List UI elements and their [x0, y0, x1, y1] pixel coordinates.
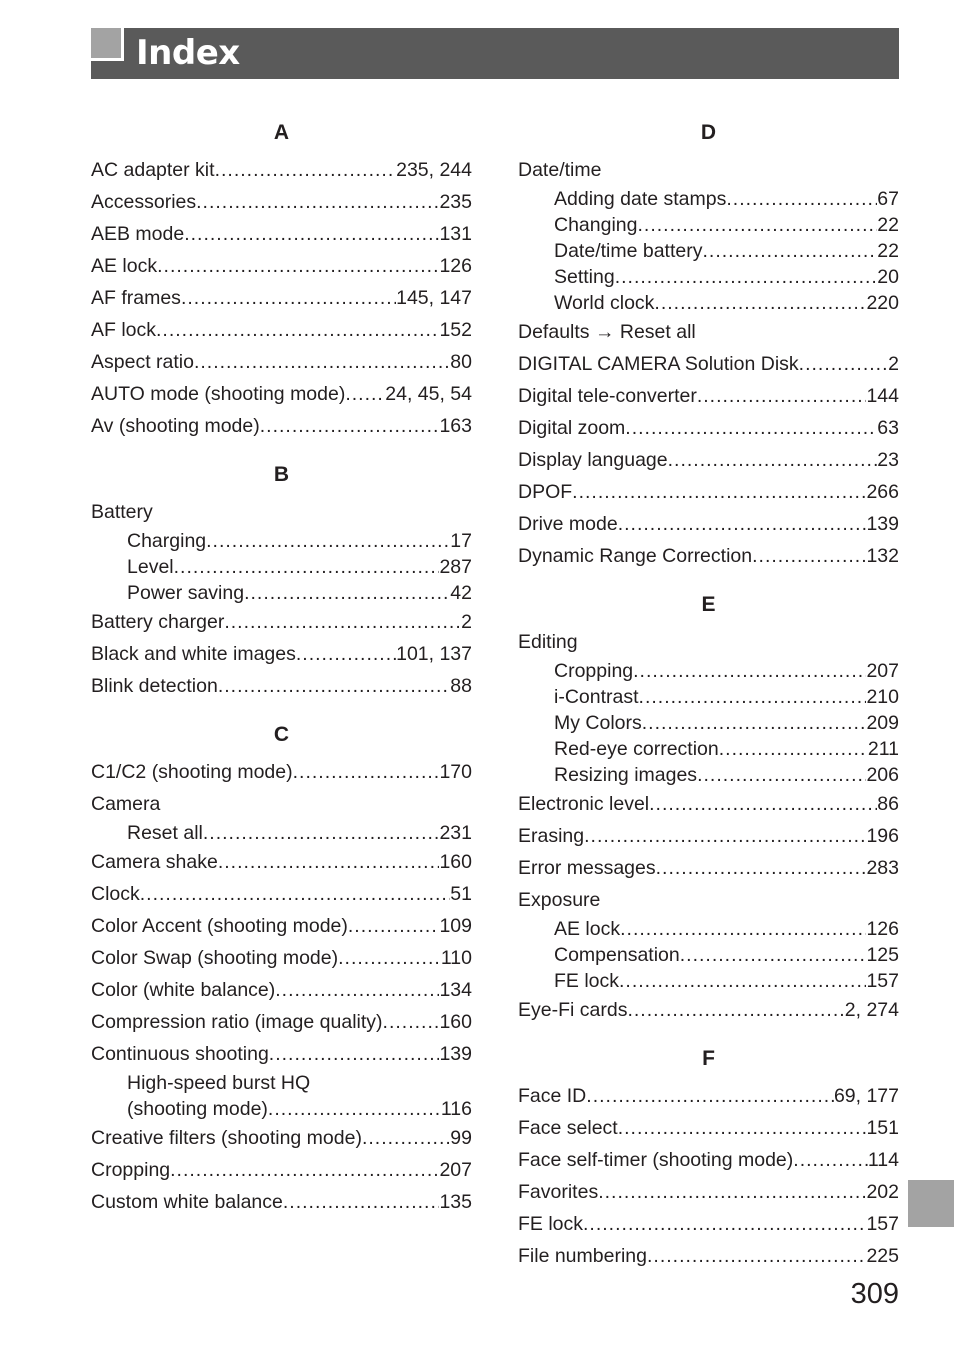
- index-entry: [518, 412, 899, 444]
- entry-pages: 69, 177: [833, 1085, 899, 1107]
- leader-dots: [647, 1240, 866, 1272]
- entry-label: FE lock: [518, 1213, 584, 1235]
- entry-pages: 132: [866, 545, 899, 567]
- section-spacer: [91, 442, 472, 454]
- entry-label: Camera: [91, 793, 161, 815]
- entry-label: Favorites: [518, 1181, 599, 1203]
- index-entry: [91, 378, 472, 410]
- index-subentry: [91, 580, 472, 606]
- leader-dots: [218, 846, 440, 878]
- entry-label: Changing: [554, 214, 638, 236]
- entry-pages: 125: [866, 944, 899, 966]
- index-subentry: [518, 186, 899, 212]
- index-section: [518, 584, 899, 1026]
- index-section: [518, 1038, 899, 1272]
- leader-dots: [598, 1176, 866, 1208]
- leader-dots: [799, 348, 888, 380]
- index-entry: [518, 154, 899, 186]
- leader-dots: [345, 378, 385, 410]
- index-subentry: [518, 710, 899, 736]
- entry-label: Digital tele-converter: [518, 385, 697, 407]
- title-square-icon: [91, 28, 124, 61]
- index-column-right: [518, 112, 899, 1272]
- index-section: [91, 112, 472, 442]
- section-letter: C: [273, 723, 290, 746]
- index-subentry: [91, 1070, 472, 1096]
- leader-dots: [618, 1112, 867, 1144]
- index-entry: [91, 638, 472, 670]
- leader-dots: [181, 282, 396, 314]
- entry-label: Av (shooting mode): [91, 415, 260, 437]
- index-entry: [518, 820, 899, 852]
- entry-pages: 206: [866, 764, 899, 786]
- entry-pages: 22: [877, 214, 899, 236]
- index-subentry: [91, 820, 472, 846]
- index-entry: [91, 974, 472, 1006]
- leader-dots: [275, 974, 439, 1006]
- entry-pages: 157: [866, 1213, 899, 1235]
- leader-dots: [649, 788, 877, 820]
- index-section: [91, 714, 472, 1218]
- leader-dots: [293, 756, 440, 788]
- index-subentry: [518, 916, 899, 942]
- entry-pages: 210: [866, 686, 899, 708]
- entry-label: Custom white balance: [91, 1191, 283, 1213]
- entry-label: Red-eye correction: [554, 738, 719, 760]
- entry-label: Dynamic Range Correction: [518, 545, 753, 567]
- entry-label: Setting: [554, 266, 615, 288]
- entry-pages: 207: [866, 660, 899, 682]
- index-entry: [518, 508, 899, 540]
- entry-pages: 42: [450, 582, 472, 604]
- leader-dots: [639, 684, 867, 710]
- entry-label: Editing: [518, 631, 578, 653]
- leader-dots: [586, 1080, 834, 1112]
- entry-label: i-Contrast: [554, 686, 639, 708]
- index-entry: [91, 410, 472, 442]
- index-entry: [91, 250, 472, 282]
- entry-pages: 23: [877, 449, 899, 471]
- index-subentry: [91, 1096, 472, 1122]
- entry-label: High-speed burst HQ: [127, 1072, 311, 1094]
- entry-pages: 202: [866, 1181, 899, 1203]
- leader-dots: [218, 670, 450, 702]
- entry-label: File numbering: [518, 1245, 647, 1267]
- leader-dots: [618, 508, 867, 540]
- entry-pages: 126: [439, 255, 472, 277]
- index-entry: [91, 282, 472, 314]
- leader-dots: [656, 852, 867, 884]
- leader-dots: [215, 154, 397, 186]
- entry-pages: 99: [450, 1127, 472, 1149]
- index-subentry: [518, 736, 899, 762]
- entry-label: Exposure: [518, 889, 601, 911]
- entry-label: AE lock: [554, 918, 621, 940]
- leader-dots: [668, 444, 878, 476]
- leader-dots: [196, 186, 439, 218]
- entry-pages: 110: [440, 947, 472, 969]
- leader-dots: [206, 528, 450, 554]
- entry-pages: 139: [439, 1043, 472, 1065]
- leader-dots: [260, 410, 440, 442]
- entry-label: Eye-Fi cards: [518, 999, 628, 1021]
- entry-label: FE lock: [554, 970, 620, 992]
- entry-pages: 231: [439, 822, 472, 844]
- entry-pages: 266: [866, 481, 899, 503]
- entry-label: AUTO mode (shooting mode): [91, 383, 346, 405]
- entry-pages: 170: [439, 761, 472, 783]
- leader-dots: [362, 1122, 450, 1154]
- index-subentry: [518, 684, 899, 710]
- entry-pages: 134: [439, 979, 472, 1001]
- entry-pages: 2: [461, 611, 472, 633]
- entry-pages: 160: [439, 851, 472, 873]
- leader-dots: [619, 968, 866, 994]
- entry-pages: 283: [866, 857, 899, 879]
- leader-dots: [752, 540, 866, 572]
- index-subentry: [518, 942, 899, 968]
- entry-label: DIGITAL CAMERA Solution Disk: [518, 353, 799, 375]
- entry-label: Cropping: [554, 660, 634, 682]
- entry-label: C1/C2 (shooting mode): [91, 761, 293, 783]
- entry-pages: 287: [439, 556, 472, 578]
- index-subentry: [518, 212, 899, 238]
- index-entry: [91, 606, 472, 638]
- entry-label: Color Accent (shooting mode): [91, 915, 348, 937]
- leader-dots: [157, 250, 439, 282]
- entry-pages: 211: [867, 738, 899, 760]
- leader-dots: [697, 762, 866, 788]
- leader-dots: [625, 412, 877, 444]
- index-entry: [518, 1080, 899, 1112]
- entry-pages: 135: [439, 1191, 472, 1213]
- entry-label: Face self-timer (shooting mode): [518, 1149, 794, 1171]
- entry-label: Error messages: [518, 857, 656, 879]
- index-entry: [91, 218, 472, 250]
- entry-pages: 131: [439, 223, 472, 245]
- index-subentry: [518, 238, 899, 264]
- index-entry: [91, 1186, 472, 1218]
- index-column-left: [91, 112, 472, 1218]
- entry-pages: 225: [866, 1245, 899, 1267]
- entry-label: Display language: [518, 449, 668, 471]
- entry-pages: 116: [440, 1098, 472, 1120]
- entry-label: Defaults → Reset all: [518, 321, 696, 343]
- entry-pages: 235: [439, 191, 472, 213]
- entry-pages: 86: [877, 793, 899, 815]
- index-entry: [518, 380, 899, 412]
- index-entry: [91, 878, 472, 910]
- leader-dots: [637, 212, 877, 238]
- entry-label: Power saving: [127, 582, 245, 604]
- leader-dots: [793, 1144, 868, 1176]
- entry-label: Accessories: [91, 191, 197, 213]
- entry-pages: 163: [439, 415, 472, 437]
- index-subentry: [518, 762, 899, 788]
- entry-label: Electronic level: [518, 793, 650, 815]
- leader-dots: [338, 942, 441, 974]
- entry-pages: 2, 274: [844, 999, 899, 1021]
- index-entry: [91, 846, 472, 878]
- entry-pages: 196: [866, 825, 899, 847]
- index-entry: [518, 1144, 899, 1176]
- entry-label: Aspect ratio: [91, 351, 194, 373]
- entry-label: Clock: [91, 883, 140, 905]
- leader-dots: [296, 638, 396, 670]
- entry-pages: 160: [439, 1011, 472, 1033]
- index-entry: [91, 788, 472, 820]
- section-spacer: [518, 1026, 899, 1038]
- index-entry: [91, 942, 472, 974]
- leader-dots: [583, 1208, 866, 1240]
- entry-pages: 101, 137: [396, 643, 472, 665]
- entry-label: Continuous shooting: [91, 1043, 269, 1065]
- index-subentry: [518, 658, 899, 684]
- section-letter: D: [700, 121, 717, 144]
- entry-pages: 152: [439, 319, 472, 341]
- leader-dots: [584, 820, 866, 852]
- leader-dots: [615, 264, 878, 290]
- leader-dots: [633, 658, 866, 684]
- index-entry: [518, 540, 899, 572]
- index-entry: [91, 910, 472, 942]
- index-entry: [518, 1112, 899, 1144]
- leader-dots: [702, 238, 877, 264]
- leader-dots: [184, 218, 439, 250]
- entry-label: Erasing: [518, 825, 585, 847]
- leader-dots: [269, 1038, 440, 1070]
- leader-dots: [174, 554, 440, 580]
- leader-dots: [627, 994, 844, 1026]
- entry-pages: 220: [866, 292, 899, 314]
- entry-pages: 88: [450, 675, 472, 697]
- index-entry: [91, 346, 472, 378]
- index-entry: [91, 1122, 472, 1154]
- entry-pages: 139: [866, 513, 899, 535]
- index-entry: [91, 1006, 472, 1038]
- entry-pages: 63: [877, 417, 899, 439]
- index-entry: [91, 496, 472, 528]
- entry-label: AEB mode: [91, 223, 185, 245]
- leader-dots: [194, 346, 450, 378]
- leader-dots: [620, 916, 866, 942]
- page-title: Index: [136, 33, 240, 73]
- index-entry: [91, 154, 472, 186]
- entry-label: Face ID: [518, 1085, 587, 1107]
- entry-pages: 145, 147: [396, 287, 472, 309]
- index-entry: [518, 852, 899, 884]
- entry-label: AF lock: [91, 319, 157, 341]
- index-entry: [518, 444, 899, 476]
- index-subentry: [91, 554, 472, 580]
- leader-dots: [726, 186, 877, 212]
- leader-dots: [140, 878, 451, 910]
- index-entry: [518, 476, 899, 508]
- entry-pages: 151: [866, 1117, 899, 1139]
- index-entry: [91, 1154, 472, 1186]
- entry-label: Blink detection: [91, 675, 218, 697]
- section-letter: F: [702, 1047, 715, 1070]
- index-entry: [518, 1208, 899, 1240]
- entry-label: Date/time: [518, 159, 602, 181]
- leader-dots: [383, 1006, 440, 1038]
- section-letter: E: [701, 593, 716, 616]
- entry-label: Color Swap (shooting mode): [91, 947, 339, 969]
- leader-dots: [680, 942, 867, 968]
- entry-pages: 209: [866, 712, 899, 734]
- index-entry: [518, 316, 899, 348]
- section-spacer: [518, 572, 899, 584]
- index-entry: [91, 1038, 472, 1070]
- entry-label: AC adapter kit: [91, 159, 215, 181]
- entry-pages: 22: [877, 240, 899, 262]
- entry-label: Resizing images: [554, 764, 698, 786]
- entry-pages: 2: [888, 353, 899, 375]
- leader-dots: [654, 290, 866, 316]
- entry-label: DPOF: [518, 481, 573, 503]
- entry-pages: 157: [866, 970, 899, 992]
- index-entry: [91, 670, 472, 702]
- entry-pages: 51: [450, 883, 472, 905]
- index-entry: [518, 626, 899, 658]
- entry-label: Creative filters (shooting mode): [91, 1127, 362, 1149]
- entry-label: Color (white balance): [91, 979, 276, 1001]
- index-entry: [518, 884, 899, 916]
- index-subentry: [518, 264, 899, 290]
- entry-pages: 109: [439, 915, 472, 937]
- index-subentry: [518, 968, 899, 994]
- entry-label: Adding date stamps: [554, 188, 727, 210]
- leader-dots: [572, 476, 866, 508]
- entry-pages: 67: [877, 188, 899, 210]
- entry-label: Compensation: [554, 944, 680, 966]
- leader-dots: [156, 314, 439, 346]
- entry-label: (shooting mode): [127, 1098, 268, 1120]
- entry-pages: 20: [877, 266, 899, 288]
- index-section: [518, 112, 899, 572]
- entry-label: My Colors: [554, 712, 642, 734]
- entry-label: Drive mode: [518, 513, 618, 535]
- leader-dots: [203, 820, 440, 846]
- index-section: [91, 454, 472, 702]
- leader-dots: [224, 606, 461, 638]
- index-subentry: [91, 528, 472, 554]
- leader-dots: [348, 910, 440, 942]
- entry-label: AF frames: [91, 287, 181, 309]
- section-letter: B: [273, 463, 290, 486]
- index-entry: [518, 1240, 899, 1272]
- chapter-tab: [908, 1180, 954, 1227]
- entry-label: Digital zoom: [518, 417, 626, 439]
- section-letter: A: [273, 121, 290, 144]
- entry-label: Reset all: [127, 822, 203, 844]
- leader-dots: [268, 1096, 441, 1122]
- page-number: 309: [850, 1278, 899, 1310]
- section-spacer: [91, 702, 472, 714]
- entry-label: Level: [127, 556, 174, 578]
- index-entry: [518, 348, 899, 380]
- index-entry: [91, 314, 472, 346]
- entry-label: Battery: [91, 501, 153, 523]
- entry-pages: 24, 45, 54: [385, 383, 472, 405]
- entry-pages: 207: [439, 1159, 472, 1181]
- leader-dots: [697, 380, 867, 412]
- leader-dots: [170, 1154, 439, 1186]
- index-entry: [91, 756, 472, 788]
- leader-dots: [642, 710, 867, 736]
- index-subentry: [518, 290, 899, 316]
- index-entry: [518, 1176, 899, 1208]
- entry-label: Camera shake: [91, 851, 218, 873]
- entry-label: Black and white images: [91, 643, 296, 665]
- entry-label: Date/time battery: [554, 240, 703, 262]
- entry-pages: 114: [867, 1149, 899, 1171]
- entry-label: AE lock: [91, 255, 158, 277]
- index-entry: [518, 788, 899, 820]
- entry-pages: 235, 244: [396, 159, 472, 181]
- entry-pages: 80: [450, 351, 472, 373]
- index-entry: [91, 186, 472, 218]
- leader-dots: [244, 580, 450, 606]
- entry-pages: 126: [866, 918, 899, 940]
- entry-pages: 17: [450, 530, 472, 552]
- leader-dots: [283, 1186, 440, 1218]
- entry-pages: 144: [866, 385, 899, 407]
- leader-dots: [719, 736, 868, 762]
- entry-label: Battery charger: [91, 611, 225, 633]
- entry-label: Face select: [518, 1117, 618, 1139]
- entry-label: Cropping: [91, 1159, 171, 1181]
- entry-label: Compression ratio (image quality): [91, 1011, 383, 1033]
- entry-label: Charging: [127, 530, 207, 552]
- index-entry: [518, 994, 899, 1026]
- entry-label: World clock: [554, 292, 655, 314]
